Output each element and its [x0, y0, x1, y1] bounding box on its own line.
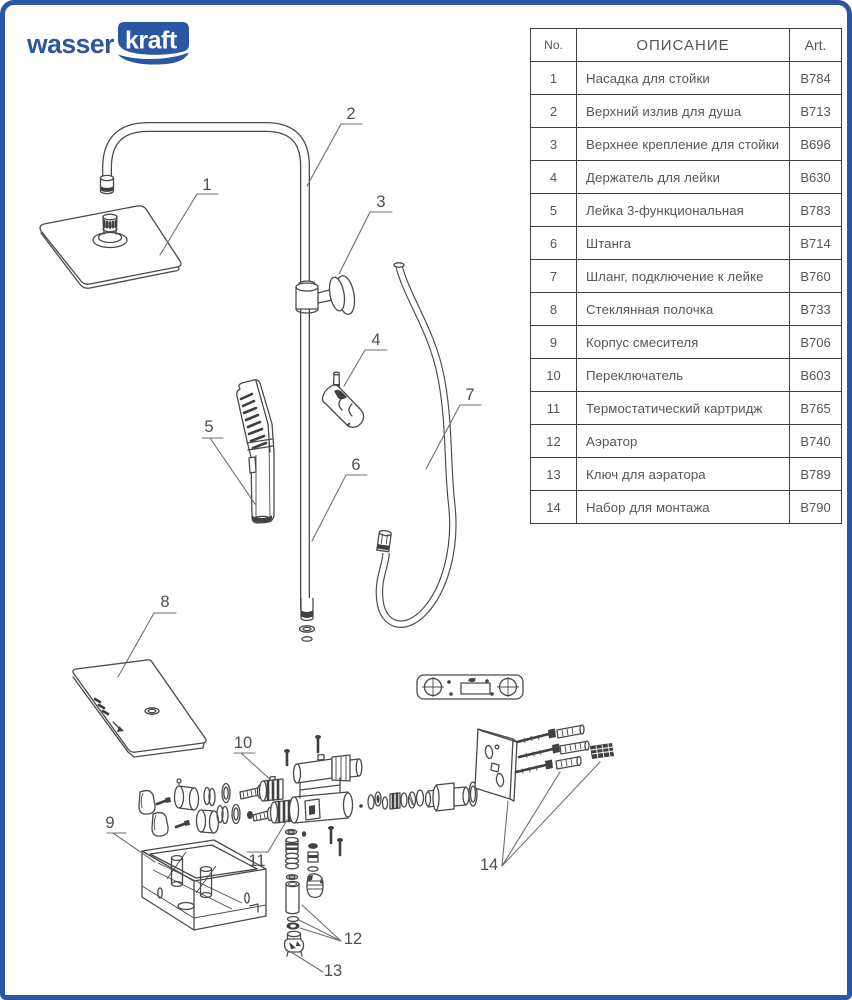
logo-kraft-text: kraft: [125, 26, 177, 55]
part-2-upper-spout-pipe-drawing: [101, 127, 306, 610]
part-7-hose-drawing: [377, 263, 453, 624]
part-9-mixer-housing-drawing: [142, 840, 266, 930]
cell-art: B733: [790, 293, 842, 326]
cell-description: Переключатель: [577, 359, 790, 392]
cell-art: B783: [790, 194, 842, 227]
callout-8-number: 8: [160, 593, 170, 611]
callout-10-number: 10: [233, 734, 253, 752]
cell-no: 7: [531, 260, 577, 293]
mounting-screw: [516, 760, 553, 774]
cell-no: 10: [531, 359, 577, 392]
callout-4-leader: [344, 350, 387, 386]
cell-description: Держатель для лейки: [577, 161, 790, 194]
cell-art: B790: [790, 491, 842, 524]
callout-11: [247, 820, 287, 870]
part-3-wall-bracket-drawing: [296, 274, 357, 315]
cell-no: 3: [531, 128, 577, 161]
cell-no: 9: [531, 326, 577, 359]
callout-2-number: 2: [346, 105, 356, 123]
part-4-hand-shower-holder-drawing: [322, 372, 363, 427]
cell-no: 13: [531, 458, 577, 491]
cell-art: B706: [790, 326, 842, 359]
part-6-riser-bottom-tip-drawing: [300, 598, 315, 641]
part-14-mounting-set-drawing: [417, 675, 614, 801]
callout-7-number: 7: [465, 386, 475, 404]
cell-no: 1: [531, 62, 577, 95]
callout-4: [344, 331, 387, 386]
cell-description: Верхний излив для душа: [577, 95, 790, 128]
cell-art: B760: [790, 260, 842, 293]
mounting-screw: [517, 729, 556, 744]
cell-art: B784: [790, 62, 842, 95]
screw: [337, 838, 343, 855]
cell-art: B765: [790, 392, 842, 425]
cell-art: B714: [790, 227, 842, 260]
cell-description: Лейка 3-функциональная: [577, 194, 790, 227]
callout-5-leader: [202, 438, 255, 504]
cell-description: Верхнее крепление для стойки: [577, 128, 790, 161]
callout-9-leader: [107, 833, 155, 862]
callout-2-leader: [307, 124, 362, 186]
cell-no: 14: [531, 491, 577, 524]
mounting-screw: [519, 744, 560, 759]
header-art: Art.: [790, 29, 842, 62]
part-5-hand-shower-drawing: [237, 380, 274, 523]
cell-art: B630: [790, 161, 842, 194]
cell-description: Набор для монтажа: [577, 491, 790, 524]
cell-description: Ключ для аэратора: [577, 458, 790, 491]
callout-11-leader: [247, 820, 287, 852]
cell-description: Шланг, подключение к лейке: [577, 260, 790, 293]
wall-anchor: [556, 757, 581, 770]
cell-no: 4: [531, 161, 577, 194]
callout-7: [426, 386, 481, 469]
cell-no: 6: [531, 227, 577, 260]
cell-description: Штанга: [577, 227, 790, 260]
callout-13-leader: [291, 952, 323, 972]
cell-no: 2: [531, 95, 577, 128]
callout-6-number: 6: [351, 456, 361, 474]
callout-10: [234, 734, 273, 782]
callout-10-leader: [234, 753, 273, 782]
screw: [328, 826, 334, 843]
callout-13-number: 13: [323, 962, 343, 980]
cell-art: B696: [790, 128, 842, 161]
callout-14-leader: [502, 762, 600, 866]
callout-5-number: 5: [204, 418, 214, 436]
cell-no: 11: [531, 392, 577, 425]
wall-anchor: [557, 725, 584, 738]
logo-wasser-text: wasser: [27, 29, 114, 59]
header-description: ОПИСАНИЕ: [577, 29, 790, 62]
callout-14-number: 14: [479, 856, 499, 874]
callout-3-number: 3: [376, 193, 386, 211]
callout-6: [312, 456, 367, 541]
cell-art: B713: [790, 95, 842, 128]
callout-12-leader: [299, 905, 341, 941]
part-8-glass-shelf-drawing: [73, 660, 206, 757]
callout-11-number: 11: [248, 852, 266, 870]
cell-art: B603: [790, 359, 842, 392]
cell-no: 5: [531, 194, 577, 227]
callout-1-number: 1: [202, 176, 212, 194]
part-10-11-cartridge-cluster-drawing: [139, 735, 477, 855]
callout-9-number: 9: [105, 814, 115, 832]
hose-end-fitting: [377, 530, 392, 552]
callout-12: [299, 905, 362, 948]
callout-3-leader: [339, 212, 392, 274]
callout-13: [291, 952, 342, 980]
screw: [315, 735, 321, 752]
cell-description: Корпус смесителя: [577, 326, 790, 359]
part-13-aerator-key-drawing: [285, 931, 304, 956]
part-1-shower-head-drawing: [40, 206, 181, 288]
screw: [284, 749, 290, 765]
cell-description: Аэратор: [577, 425, 790, 458]
callout-2: [307, 105, 362, 186]
callout-12-number: 12: [343, 930, 363, 948]
header-no: No.: [531, 29, 577, 62]
cell-art: B740: [790, 425, 842, 458]
cell-description: Насадка для стойки: [577, 62, 790, 95]
cell-description: Термостатический картридж: [577, 392, 790, 425]
wall-anchor: [560, 741, 589, 754]
part-12-aerator-stack-drawing: [286, 830, 324, 930]
cell-description: Стеклянная полочка: [577, 293, 790, 326]
callout-4-number: 4: [371, 331, 381, 349]
callout-6-leader: [312, 475, 367, 541]
cell-art: B789: [790, 458, 842, 491]
cell-no: 8: [531, 293, 577, 326]
callout-3: [339, 193, 392, 274]
callout-7-leader: [426, 405, 481, 469]
cell-no: 12: [531, 425, 577, 458]
